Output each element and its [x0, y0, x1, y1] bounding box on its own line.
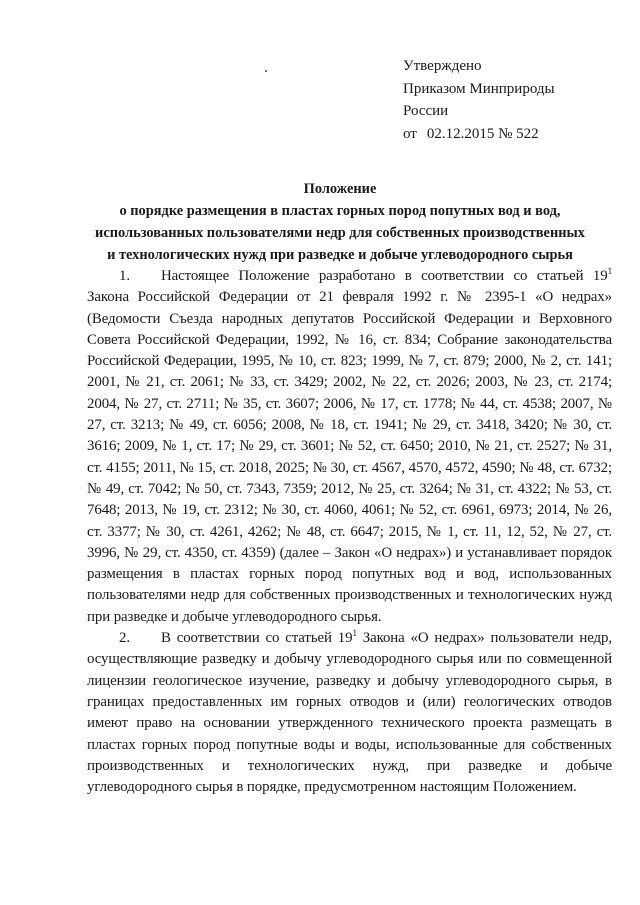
document-body [87, 266, 612, 798]
scan-speck [265, 70, 267, 72]
title-line: использованных пользователями недр для собственных производственных [95, 225, 585, 241]
approval-date-value: 02.12.2015 № 522 [426, 125, 539, 142]
approval-line: Приказом Минприроды [403, 80, 555, 97]
paragraph-1 [87, 266, 612, 628]
approval-date-prefix: от [403, 125, 417, 142]
paragraph-text: Закона «О недрах» пользователи недр, осуществляющие разведку и добычу углеводородного сырья или по совмещенной лицензии геологическое изучение, разведку и добычу углеводородного сырья, в границах предоставленных им горных отводов и (или) геологических отводов имеют право на основании утвержденного технического проекта размещать в пластах горных пород попутные воды и воды, использованные для собственных производственных и технологических нужд, при разведке и добыче углеводородного сырья в порядке, предусмотренном настоящим Положением. [87, 630, 612, 796]
approval-date-line [403, 123, 623, 146]
approval-line: Утверждено [403, 58, 482, 74]
paragraph-text: Закона Российской Федерации от 21 февраля 1992 г. № 2395-1 «О недрах» (Ведомости Съезда народных депутатов Российской Федерации и Верховного Совета Российской Федерации, 1992, № 16, ст. 834; Собрание законодательства Российской Федерации, 1995, № 10, ст. 823; 1999, № 7, ст. 879; 2000, № 2, ст. 141; 2001, № 21, ст. 2061; № 33, ст. 3429; 2002, № 22, ст. 2026; 2003, № 23, ст. 2174; 2004, № 27, ст. 2711; № 35, ст. 3607; 2006, № 17, ст. 1778; № 44, ст. 4538; 2007, № 27, ст. 3213; № 49, ст. 6056; 2008, № 18, ст. 1941; № 29, ст. 3418, 3420; № 30, ст. 3616; 2009, № 1, ст. 17; № 29, ст. 3601; № 52, ст. 6450; 2010, № 21, ст. 2527; № 31, ст. 4155; 2011, № 15, ст. 2018, 2025; № 30, ст. 4567, 4570, 4572, 4590; № 48, ст. 6732; № 49, ст. 7042; № 50, ст. 7343, 7359; 2012, № 25, ст. 3264; № 31, ст. 4322; № 53, ст. 7648; 2013, № 19, ст. 2312; № 30, ст. 4060, 4061; № 52, ст. 6961, 6973; 2014, № 26, ст. 3377; № 30, ст. 4261, 4262; № 48, ст. 6647; 2015, № 1, ст. 11, 12, 52, № 27, ст. 3996, № 29, ст. 4350, ст. 4359) (далее – Закон «О недрах») и устанавливает порядок размещения в пластах горных пород попутных вод и вод, использованных пользователями недр для собственных производственных и технологических нужд при разведке и добыче углеводородного сырья. [87, 289, 612, 625]
paragraph-2 [87, 628, 612, 798]
superscript: 1 [352, 628, 357, 639]
paragraph-text: В соответствии со статьей 19 [161, 630, 353, 647]
approval-line: России [403, 103, 449, 119]
approval-block [403, 55, 623, 145]
paragraph-number: 2. [119, 630, 130, 647]
title-line: Положение [303, 181, 377, 197]
superscript: 1 [607, 266, 612, 276]
document-title [40, 178, 640, 266]
title-line: о порядке размещения в пластах горных пород попутных вод и вод, [119, 203, 561, 219]
paragraph-text: Настоящее Положение разработано в соответствии со статьей 19 [161, 268, 608, 284]
paragraph-number: 1. [119, 268, 130, 284]
title-line: и технологических нужд при разведке и добыче углеводородного сырья [107, 247, 573, 263]
